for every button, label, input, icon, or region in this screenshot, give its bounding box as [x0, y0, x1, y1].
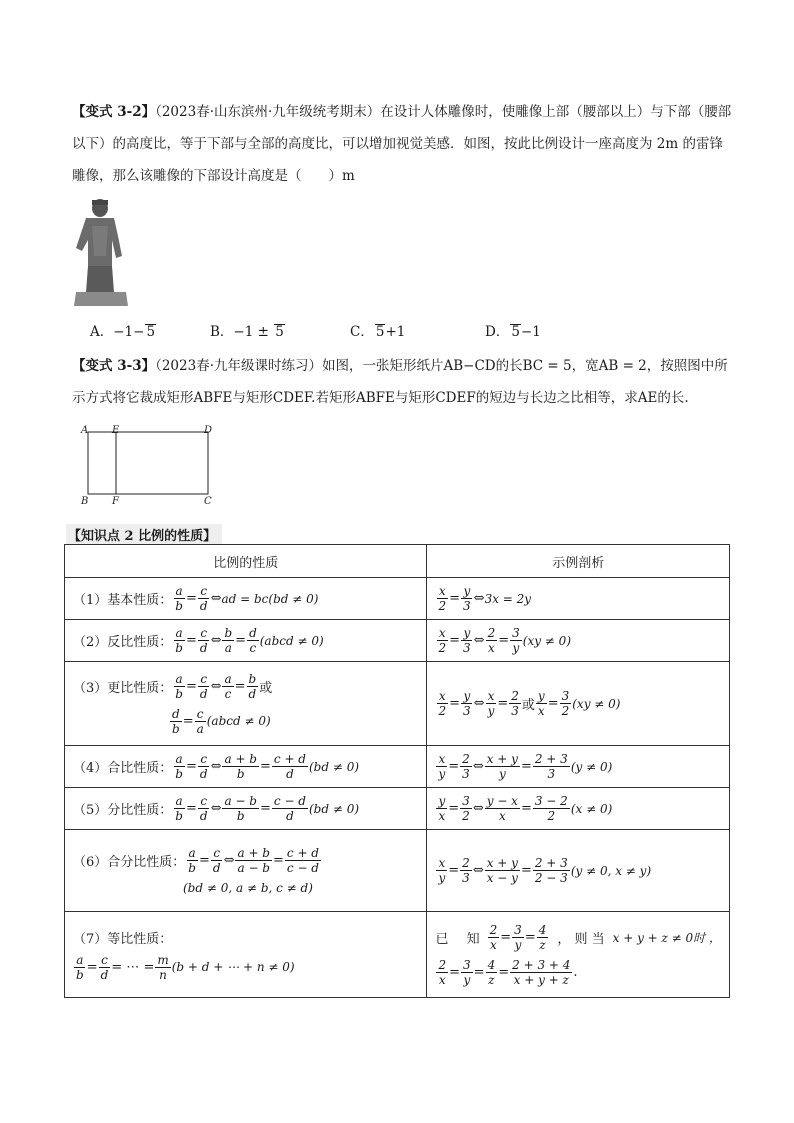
label-b: B: [81, 496, 89, 507]
statue-image: [72, 196, 130, 306]
problem-3-2-tag: 【变式 3-2】: [72, 104, 156, 120]
problem-3-3-tag: 【变式 3-3】: [72, 358, 156, 374]
col-header-properties: 比例的性质: [65, 545, 427, 578]
problem-3-2: [72, 96, 732, 192]
sqrt-symbol: 5: [275, 324, 284, 340]
label-d: D: [204, 425, 213, 436]
option-b[interactable]: B．−1 ± 5: [210, 324, 284, 340]
option-a[interactable]: A．−1− 5: [90, 324, 156, 340]
table-row: （4）合比性质： a b = c d ⇔ a + b b = c + d d (bd ≠ 0) x y = 2 3 ⇔ x + y y = 2 + 3 3 (y ≠ 0): [65, 746, 730, 788]
table-row: （2）反比性质： a b = c d ⇔ b a = d c (abcd ≠ 0) x 2 = y 3 ⇔ 2 x = 3 y (xy ≠ 0): [65, 620, 730, 662]
table-row: （1）基本性质： a b = c d ⇔ ad = bc(bd ≠ 0) x 2 = y 3 ⇔ 3x = 2y: [65, 578, 730, 620]
sqrt-symbol: 5: [146, 324, 156, 340]
rectangle-figure: [78, 424, 218, 508]
table-row: （3）更比性质： a b = c d ⇔ a c = b d 或 d b = c a (abcd ≠ 0) x 2 = y 3 ⇔ x y = 2 3 或 y x = 3 2 (xy ≠ 0): [65, 662, 730, 746]
label-f: F: [112, 496, 119, 507]
sqrt-symbol: 5: [375, 324, 385, 340]
label-a: A: [81, 425, 89, 436]
table-row: （5）分比性质： a b = c d ⇔ a − b b = c − d d (bd ≠ 0) y x = 3 2 ⇔ y − x x = 3 − 2 2 (x ≠ 0): [65, 788, 730, 830]
label-e: E: [112, 425, 120, 436]
label-c: C: [204, 496, 212, 507]
sqrt-symbol: 5: [511, 324, 520, 340]
problem-3-3: [72, 350, 732, 414]
option-d[interactable]: D． 5−1: [485, 324, 541, 340]
table-row: （7）等比性质： a b = c d = ⋯ = m n (b + d + ⋯ + n ≠ 0) 已 知 2 x = 3 y = 4 z ， 则 当 x + y + z ≠ 0时 ， 2 x = 3 y = 4 z = 2 + 3 + 4 x + y + z .: [65, 912, 730, 998]
proportion-properties-table: [64, 544, 730, 998]
table-row: （6）合分比性质： a b = c d ⇔ a + b a − b = c + d c − d (bd ≠ 0, a ≠ b, c ≠ d) x y = 2 3 ⇔ x + y x − y = 2 + 3 2 − 3 (y ≠ 0, x ≠ y): [65, 830, 730, 912]
option-c[interactable]: C． 5+1: [350, 324, 406, 340]
col-header-examples: 示例剖析: [427, 545, 730, 578]
problem-3-3-text: （2023春·九年级课时练习）如图，一张矩形纸片AB−CD的长BC = 5，宽AB = 2，按照图中所示方式将它裁成矩形ABFE与矩形CDEF.若矩形ABFE与矩形CDEF的短边与长边之比相等，求AE的长.: [72, 358, 728, 406]
knowledge-point-title: 【知识点 2 比例的性质】: [66, 524, 222, 545]
problem-3-2-text: （2023春·山东滨州·九年级统考期末）在设计人体雕像时，使雕像上部（腰部以上）与下部（腰部以下）的高度比，等于下部与全部的高度比，可以增加视觉美感．如图，按此比例设计一座高度为 2m 的雷锋雕像，那么该雕像的下部设计高度是（ ）m: [72, 104, 732, 184]
